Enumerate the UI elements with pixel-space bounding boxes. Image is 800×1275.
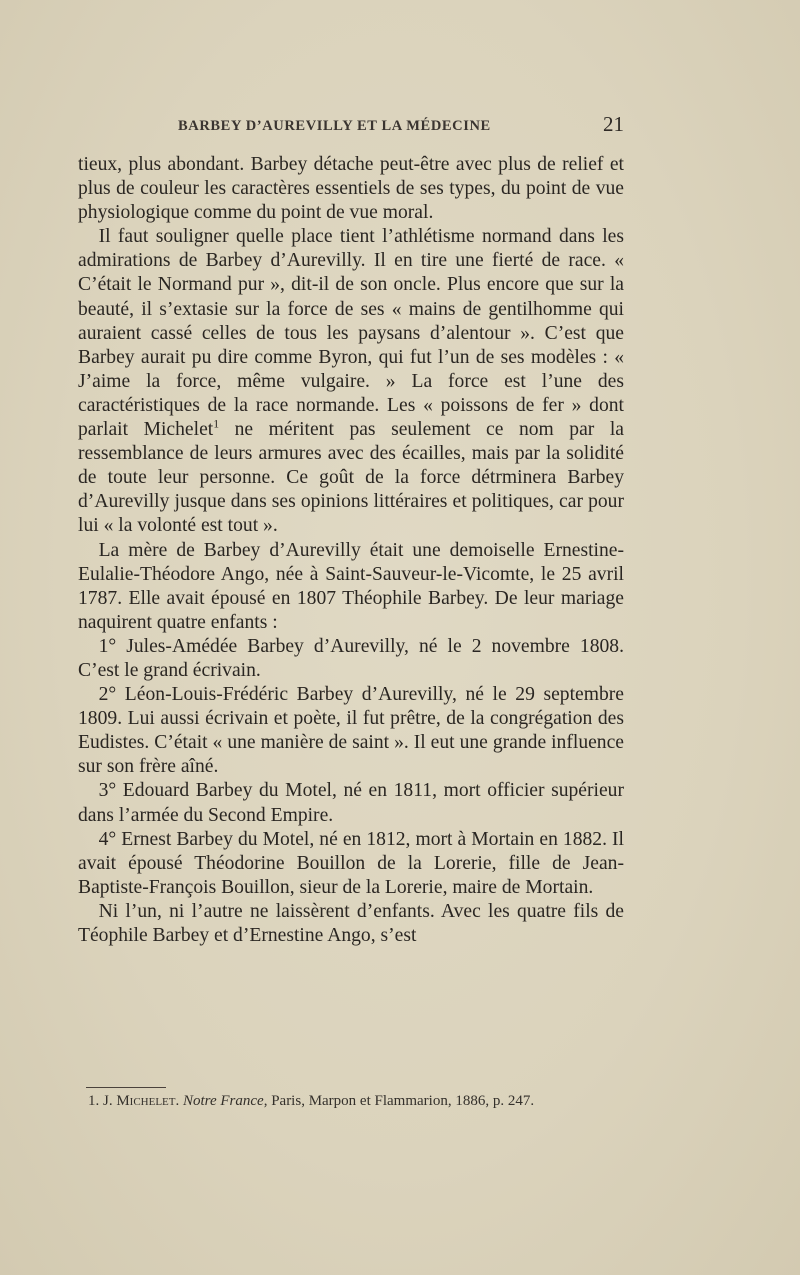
footnote-title: Notre France <box>183 1093 264 1109</box>
footnote-details: , Paris, Marpon et Flammarion, 1886, p. 247. <box>263 1093 535 1109</box>
list-item: 3° Edouard Barbey du Motel, né en 1811, mort officier supérieur dans l’armée du Second Empire. <box>78 780 624 826</box>
list-item: 2° Léon-Louis-Frédéric Barbey d’Aurevilly, né le 29 septembre 1809. Lui aussi écrivain et poète, il fut prêtre, de la congrégation des Eudistes. C’était « une manière de saint ». Il eut une grande influence sur son frère aîné. <box>78 684 624 778</box>
running-head: BARBEY D’AUREVILLY ET LA MÉDECINE <box>178 118 491 134</box>
footnote-rule <box>86 1087 166 1088</box>
footnote-reference: 1 <box>213 417 220 431</box>
page-header <box>78 112 624 140</box>
body-text <box>78 153 624 948</box>
page-number: 21 <box>603 112 624 136</box>
paragraph: Il faut souligner quelle place tient l’athlétisme normand dans les admirations de Barbey d’Aurevilly. Il en tire une fierté de race. « C’était le Normand pur », dit-il de son oncle. Plus encore que sur la beauté, il s’extasie sur la force de ses « mains de gentilhomme qui auraient cassé celles de tous les paysans d’alentour ». C’est que Barbey aurait pu dire comme Byron, qui fut l’un de ses modèles : « J’aime la force, même vulgaire. » La force est l’une des caractéristiques de la race normande. Les « poissons de fer » dont parlait Michelet$^1$ ne méritent pas seulement ce nom par la ressemblance de leurs armures avec des écailles, mais par la solidité de toute leur personne. Ce goût de la force détrminera Barbey d’Aurevilly jusque dans ses opinions littéraires et politiques, car pour lui « la volonté est tout ». <box>78 226 624 537</box>
paragraph: Ni l’un, ni l’autre ne laissèrent d’enfants. Avec les quatre fils de Téophile Barbey et d’Ernestine Ango, s’est <box>78 900 624 946</box>
paragraph: tieux, plus abondant. Barbey détache peut-être avec plus de relief et plus de couleur les caractères essentiels de ses types, du point de vue physiologique comme du point de vue moral. <box>78 154 624 224</box>
footnote-number: 1. <box>88 1093 100 1109</box>
footnote-author: J. Michelet. <box>103 1093 180 1109</box>
list-item: 1° Jules-Amédée Barbey d’Aurevilly, né le 2 novembre 1808. C’est le grand écrivain. <box>78 635 624 681</box>
footnote <box>78 1092 624 1110</box>
paragraph: La mère de Barbey d’Aurevilly était une demoiselle Ernestine-Eulalie-Théodore Ango, née à Saint-Sauveur-le-Vicomte, le 25 avril 1787. Elle avait épousé en 1807 Théophile Barbey. De leur mariage naquirent quatre enfants : <box>78 539 624 633</box>
list-item: 4° Ernest Barbey du Motel, né en 1812, mort à Mortain en 1882. Il avait épousé Théodorine Bouillon de la Lorerie, fille de Jean-Baptiste-François Bouillon, sieur de la Lorerie, maire de Mortain. <box>78 828 624 898</box>
